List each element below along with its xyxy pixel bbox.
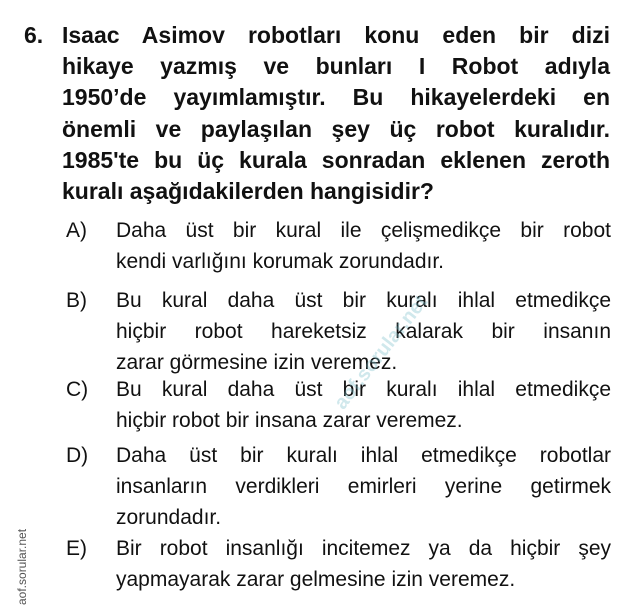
option-text-line: yapmayarak zarar gelmesine izin veremez. [116, 568, 516, 591]
option-text-line: hiçbir robot hareketsiz kalarak bir insanın [116, 320, 611, 343]
option-text-line: Bu kural daha üst bir kuralı ihlal etmedikçe [116, 289, 611, 312]
watermark-side: aof.sorular.net [15, 528, 29, 605]
question-stem-line: hikaye yazmış ve bunları I Robot adıyla [62, 53, 610, 80]
option-text-line: kendi varlığını korumak zorundadır. [116, 250, 445, 273]
option-text [116, 533, 611, 595]
question-stem-line: 1950’de yayımlamıştır. Bu hikayelerdeki en [62, 84, 610, 111]
option-text-line: insanların verdikleri emirleri yerine getirmek [116, 475, 611, 498]
option-text [116, 374, 611, 436]
question-stem-line: 1985'te bu üç kurala sonradan eklenen zeroth [62, 146, 610, 173]
option-letter: D) [66, 444, 89, 467]
question-number: 6. [24, 22, 44, 48]
option-text [116, 440, 611, 533]
question-stem-line: kuralı aşağıdakilerden hangisidir? [62, 178, 434, 205]
option-text-line: zarar görmesine izin veremez. [116, 351, 398, 374]
option-letter: B) [66, 289, 87, 312]
option-letter: E) [66, 537, 87, 560]
option-text [116, 215, 611, 277]
option-text-line: zorundadır. [116, 506, 222, 529]
option-text-line: Daha üst bir kuralı ihlal etmedikçe robotlar [116, 444, 611, 467]
option-letter: C) [66, 378, 89, 401]
option-text-line: Daha üst bir kural ile çelişmedikçe bir robot [116, 219, 611, 242]
option-letter: A) [66, 219, 87, 242]
option-text-line: Bu kural daha üst bir kuralı ihlal etmedikçe [116, 378, 611, 401]
option-text-line: Bir robot insanlığı incitemez ya da hiçbir şey [116, 537, 611, 560]
option-text [116, 285, 611, 378]
option-text-line: hiçbir robot bir insana zarar veremez. [116, 409, 463, 432]
question-stem-line: önemli ve paylaşılan şey üç robot kuralıdır. [62, 115, 610, 142]
watermark-diagonal: aof.sorular.net [330, 291, 433, 414]
question-stem-line: Isaac Asimov robotları konu eden bir dizi [62, 22, 610, 48]
